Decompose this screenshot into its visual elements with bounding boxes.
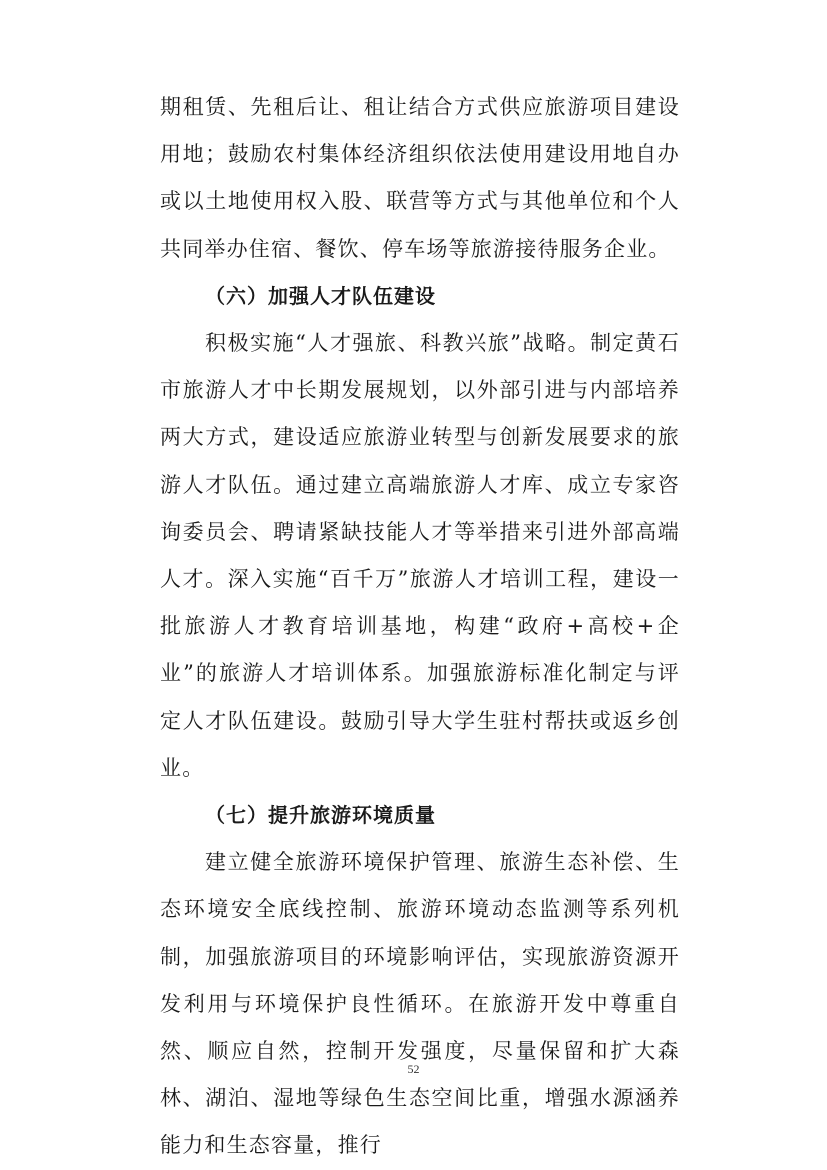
page-content bbox=[160, 84, 680, 1170]
section-heading-environment: （七）提升旅游环境质量 bbox=[205, 803, 436, 828]
section-heading-talent: （六）加强人才队伍建设 bbox=[205, 283, 436, 308]
page-number: 52 bbox=[407, 1062, 420, 1076]
section-body-talent: 积极实施“人才强旅、科教兴旅”战略。制定黄石市旅游人才中长期发展规划，以外部引进与内部培养两大方式，建设适应旅游业转型与创新发展要求的旅游人才队伍。通过建立高端旅游人才库、成立专家咨询委员会、聘请紧缺技能人才等举措来引进外部高端人才。深入实施“百千万”旅游人才培训工程，建设一批旅游人才教育培训基地，构建“政府+高校+企业”的旅游人才培训体系。加强旅游标准化制定与评定人才队伍建设。鼓励引导大学生驻村帮扶或返乡创业。 bbox=[160, 331, 680, 780]
section-body-environment: 建立健全旅游环境保护管理、旅游生态补偿、生态环境安全底线控制、旅游环境动态监测等系列机制，加强旅游项目的环境影响评估，实现旅游资源开发利用与环境保护良性循环。在旅游开发中尊重自然、顺应自然，控制开发强度，尽量保留和扩大森林、湖泊、湿地等绿色生态空间比重，增强水源涵养能力和生态容量，推行 bbox=[160, 850, 680, 1158]
continued-paragraph: 期租赁、先租后让、租让结合方式供应旅游项目建设用地；鼓励农村集体经济组织依法使用建设用地自办或以土地使用权入股、联营等方式与其他单位和个人共同举办住宿、餐饮、停车场等旅游接待服务企业。 bbox=[160, 95, 680, 261]
